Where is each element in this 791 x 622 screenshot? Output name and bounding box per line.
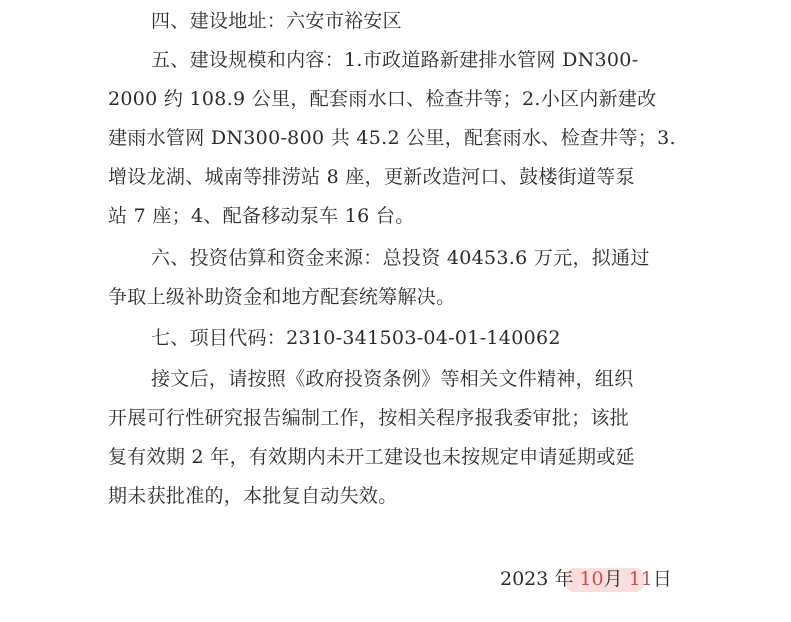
- project-code-line: 七、项目代码：2310-341503-04-01-140062: [151, 327, 561, 349]
- date-year-char: 年: [554, 568, 574, 590]
- date-month-char: 月: [603, 568, 623, 590]
- scale-content-line-5: 站 7 座；4、配备移动泵车 16 台。: [108, 205, 415, 227]
- date-month: 10: [579, 568, 604, 590]
- scale-content-line-3: 建雨水管网 DN300-800 共 45.2 公里，配套雨水、检查井等；3.: [108, 127, 676, 149]
- closing-line-1: 接文后，请按照《政府投资条例》等相关文件精神，组织: [151, 368, 634, 390]
- investment-line-1: 六、投资估算和资金来源：总投资 40453.6 万元，拟通过: [151, 247, 650, 269]
- closing-line-4: 期未获批准的，本批复自动失效。: [108, 485, 398, 507]
- date-year: 2023: [500, 568, 549, 590]
- investment-line-2: 争取上级补助资金和地方配套统筹解决。: [108, 286, 456, 308]
- date-day-char: 日: [652, 568, 672, 590]
- closing-line-2: 开展可行性研究报告编制工作，按相关程序报我委审批；该批: [108, 407, 630, 429]
- closing-line-3: 复有效期 2 年，有效期内未开工建设也未按规定申请延期或延: [108, 446, 635, 468]
- date-day: 11: [628, 568, 653, 590]
- address-line: 四、建设地址：六安市裕安区: [151, 10, 402, 32]
- scale-content-line-1: 五、建设规模和内容：1.市政道路新建排水管网 DN300-: [151, 49, 639, 71]
- scale-content-line-2: 2000 约 108.9 公里，配套雨水口、检查井等；2.小区内新建改: [108, 88, 657, 110]
- scale-content-line-4: 增设龙湖、城南等排涝站 8 座，更新改造河口、鼓楼街道等泵: [108, 166, 635, 188]
- signature-date: [500, 566, 672, 592]
